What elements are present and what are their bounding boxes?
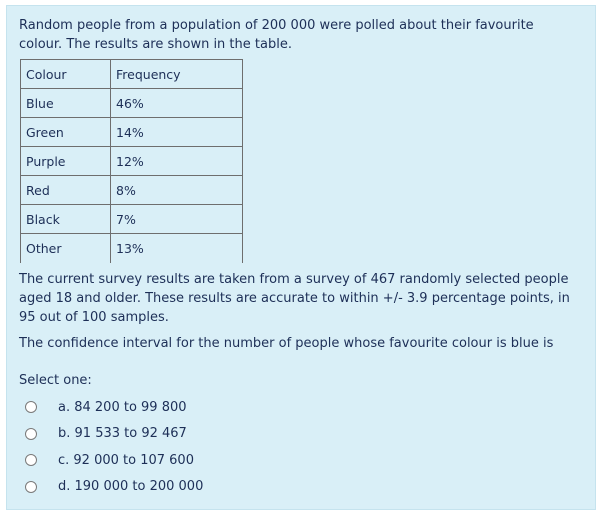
cell-colour: Purple [21, 147, 111, 176]
answer-option-d[interactable] [25, 474, 203, 501]
answer-option-a[interactable] [25, 394, 203, 421]
answer-option-c[interactable] [25, 447, 203, 474]
cell-frequency: 8% [111, 176, 243, 205]
answer-label-a[interactable]: a. 84 200 to 99 800 [58, 399, 187, 415]
cell-colour: Red [21, 176, 111, 205]
question-intro: Random people from a population of 200 000 were polled about their favourite colour. The results are shown in the table. [19, 18, 534, 52]
cell-frequency: 13% [111, 234, 243, 263]
table-row [21, 234, 243, 263]
radio-button-b[interactable] [25, 428, 37, 440]
cell-colour: Black [21, 205, 111, 234]
cell-colour: Blue [21, 89, 111, 118]
question-prompt: The confidence interval for the number of people whose favourite colour is blue is [19, 336, 554, 351]
answer-label-b[interactable]: b. 91 533 to 92 467 [58, 426, 187, 442]
table-header-row [21, 60, 243, 89]
table-row [21, 147, 243, 176]
frequency-table [20, 59, 243, 263]
answer-label-d[interactable]: d. 190 000 to 200 000 [58, 479, 204, 495]
cell-frequency: 14% [111, 118, 243, 147]
answer-option-b[interactable] [25, 421, 203, 448]
answer-label-c[interactable]: c. 92 000 to 107 600 [58, 452, 194, 468]
question-panel [6, 5, 596, 510]
table-row [21, 118, 243, 147]
select-one-label: Select one: [19, 373, 92, 388]
radio-button-a[interactable] [25, 401, 37, 413]
survey-text: The current survey results are taken from a survey of 467 randomly selected people aged 18 and older. These results are accurate to within +/- 3.9 percentage points, in 95 out of 100 samples. [19, 272, 570, 325]
cell-frequency: 46% [111, 89, 243, 118]
table-row [21, 205, 243, 234]
table-row [21, 176, 243, 205]
cell-colour: Other [21, 234, 111, 263]
table-row [21, 89, 243, 118]
header-colour: Colour [21, 60, 111, 89]
radio-button-c[interactable] [25, 454, 37, 466]
header-frequency: Frequency [111, 60, 243, 89]
answer-options [25, 394, 203, 500]
cell-frequency: 7% [111, 205, 243, 234]
cell-frequency: 12% [111, 147, 243, 176]
cell-colour: Green [21, 118, 111, 147]
radio-button-d[interactable] [25, 481, 37, 493]
